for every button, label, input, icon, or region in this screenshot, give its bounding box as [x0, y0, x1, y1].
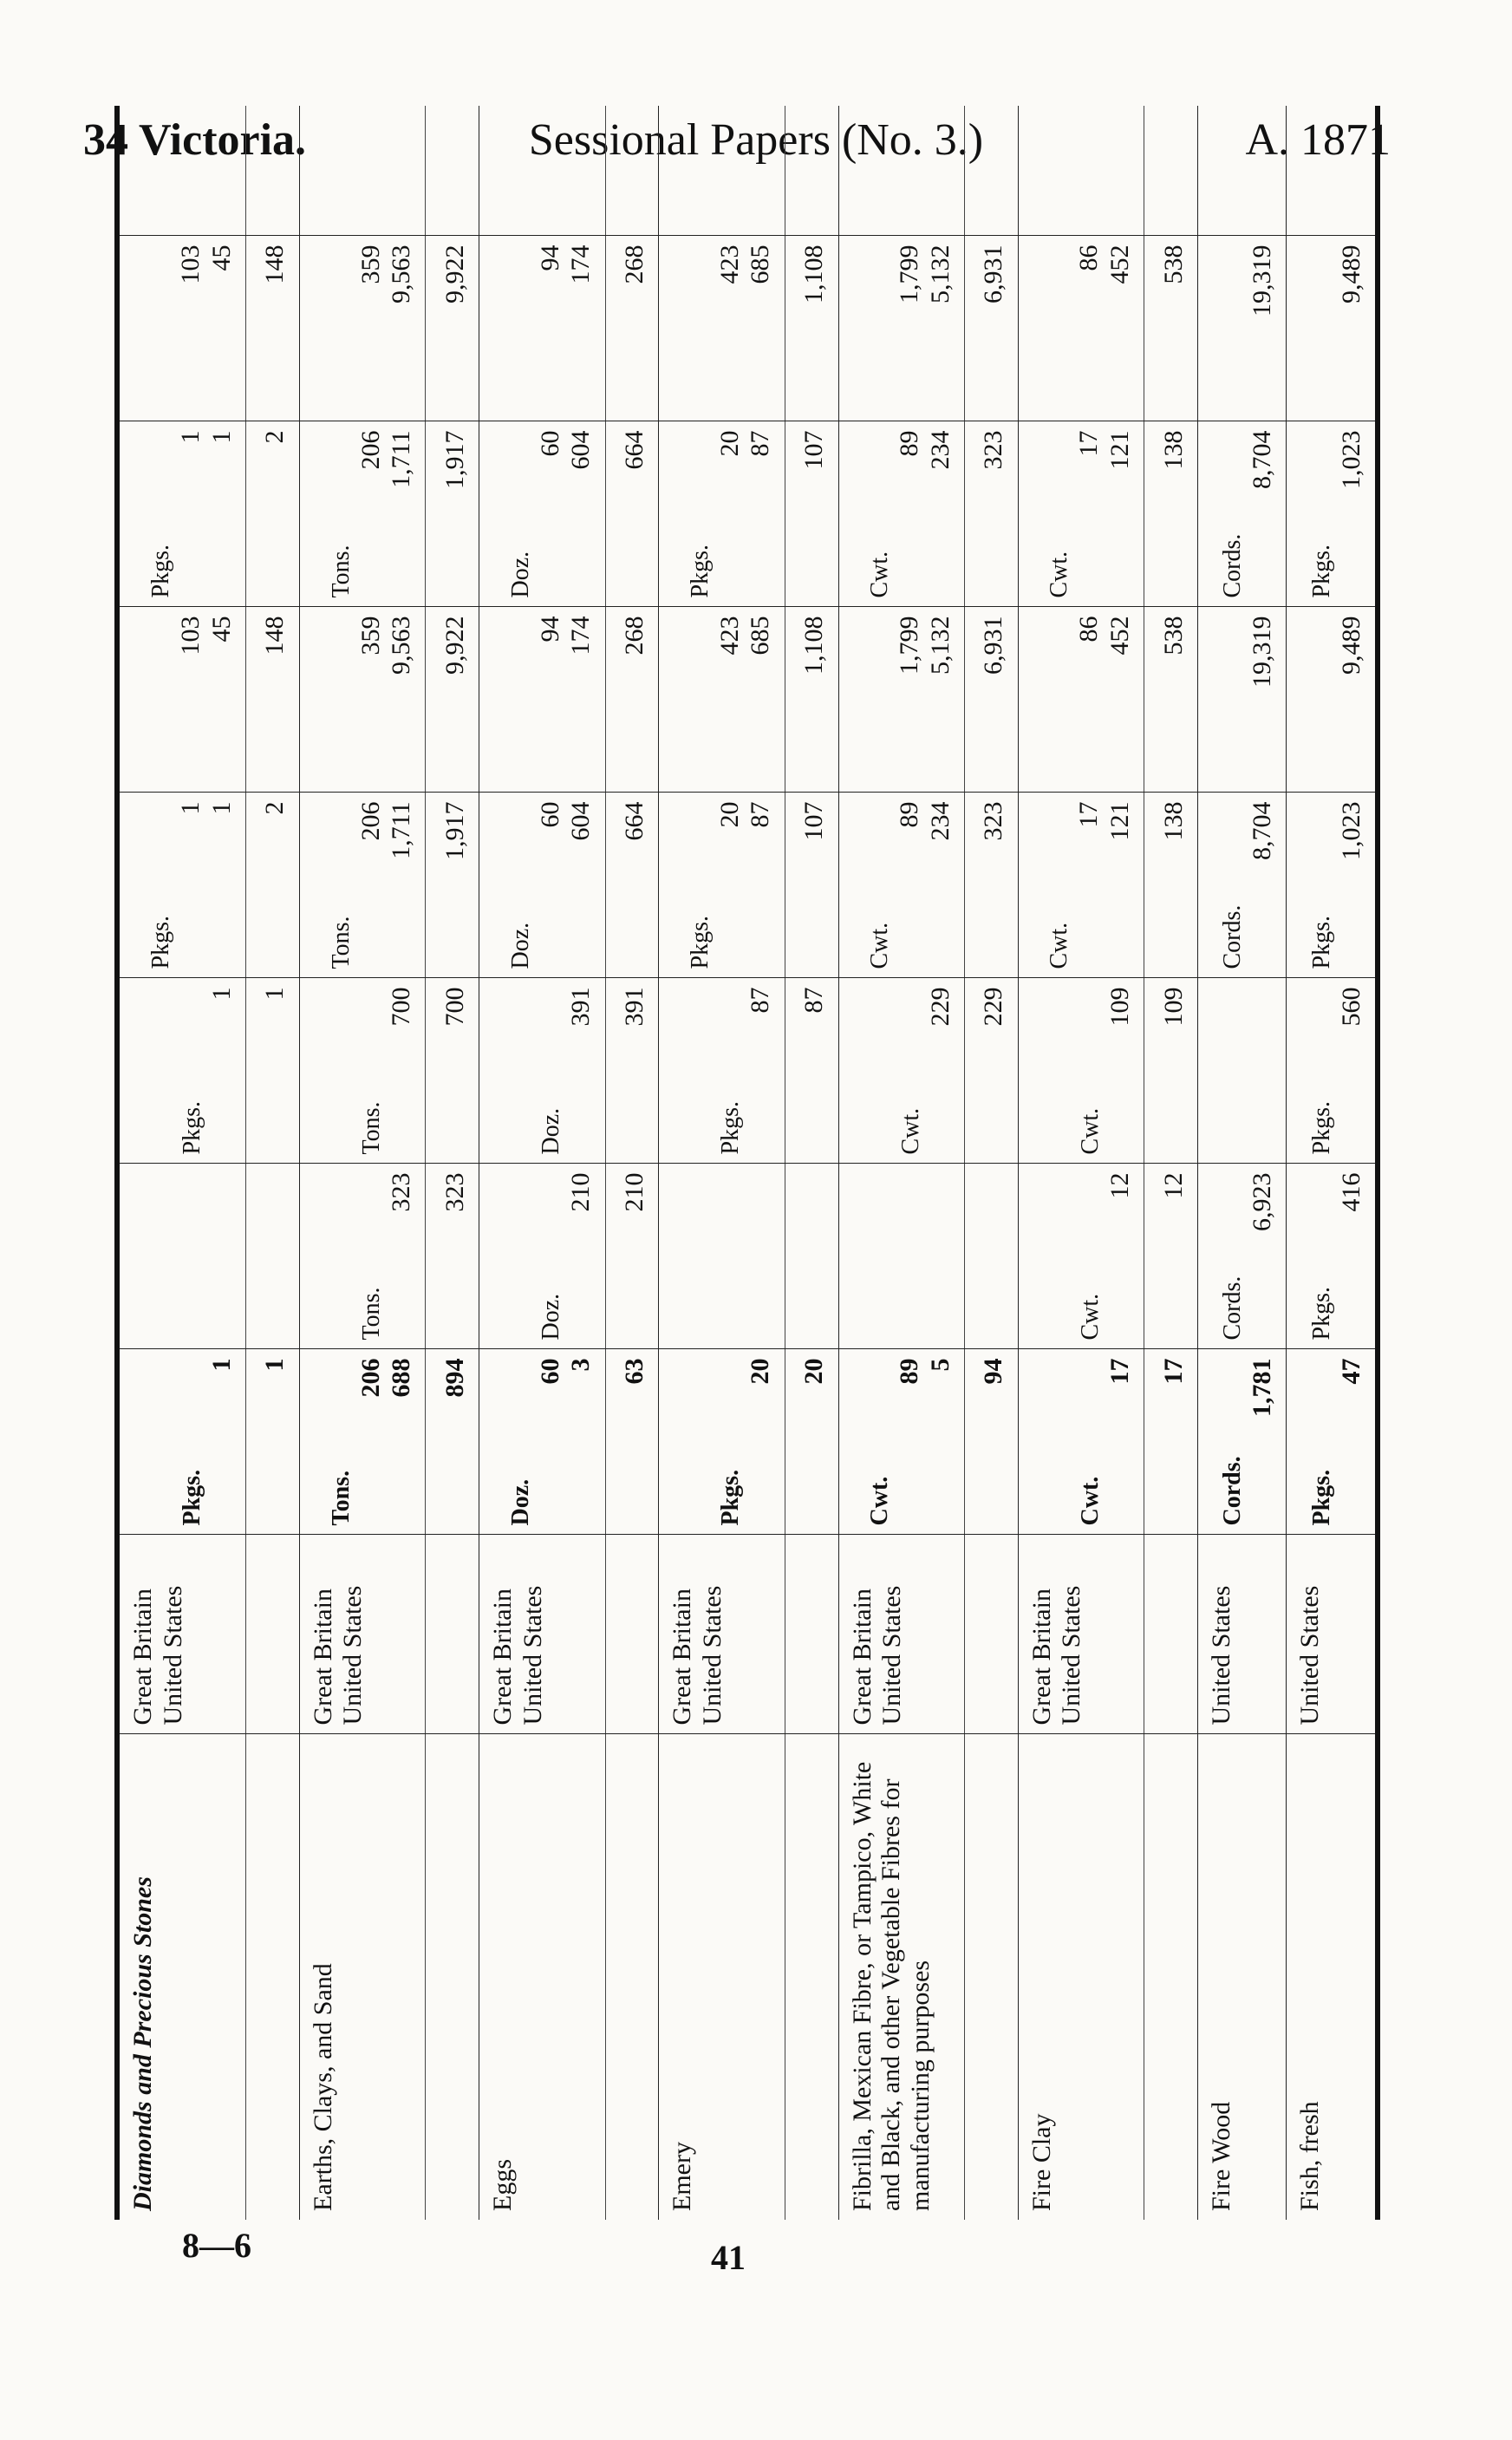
unit-label: Pkgs. — [178, 1469, 205, 1526]
total-c8 — [785, 106, 838, 236]
value: 9,563 — [386, 245, 415, 303]
value-cell-c6 — [838, 421, 965, 607]
total-c8 — [605, 106, 659, 236]
value-cell-c4 — [117, 793, 246, 978]
value-cell-c3 — [479, 978, 606, 1164]
value: 89 — [895, 801, 924, 828]
article-name: Eggs — [488, 2159, 518, 2211]
total-c6: 107 — [785, 421, 838, 607]
country-name: Great Britain — [308, 1589, 337, 1726]
unit-label: Pkgs. — [717, 1101, 745, 1155]
value: 19,319 — [1247, 245, 1276, 316]
unit-label: Pkgs. — [1307, 1469, 1335, 1526]
total-row — [1144, 106, 1198, 2220]
value-cell-c4 — [479, 793, 606, 978]
total-c7: 148 — [246, 236, 300, 421]
value-cell-c2 — [838, 1164, 965, 1349]
page-number: 41 — [711, 2238, 746, 2277]
country-name: United States — [1295, 1585, 1325, 1726]
value: 174 — [566, 245, 596, 284]
country-name: Great Britain — [128, 1589, 157, 1726]
total-c6: 1,917 — [426, 421, 479, 607]
article-name: Fire Clay — [1026, 2113, 1056, 2211]
value: 17 — [1105, 1358, 1134, 1385]
value: 103 — [176, 245, 205, 284]
total-c1: 63 — [605, 1349, 659, 1535]
countries-cell — [117, 1535, 246, 1734]
value-cell-c8 — [838, 106, 965, 236]
article-name: Fibrilla, Mexican Fibre, or Tampico, White and Black, and other Vegetable Fibres for manufacturing purposes — [847, 1761, 935, 2211]
article-row — [117, 106, 246, 2220]
value: 174 — [566, 616, 596, 656]
blank-cell — [965, 1535, 1019, 1734]
total-c4: 138 — [1144, 793, 1198, 978]
total-c3: 1 — [246, 978, 300, 1164]
value: 47 — [1336, 1358, 1365, 1385]
value: 121 — [1105, 801, 1134, 841]
unit-label: Tons. — [357, 1287, 385, 1341]
article-name: Diamonds and Precious Stones — [128, 1876, 157, 2211]
value: 452 — [1105, 245, 1134, 284]
value-cell-c3 — [1287, 978, 1378, 1164]
value: 560 — [1336, 987, 1365, 1027]
total-c4: 664 — [605, 793, 659, 978]
value-cell-c3 — [659, 978, 785, 1164]
unit-label: Pkgs. — [178, 1101, 205, 1155]
value: 359 — [355, 616, 385, 656]
unit-label: Tons. — [357, 1101, 385, 1155]
value: 17 — [1074, 430, 1104, 457]
value-cell-c5 — [299, 607, 426, 793]
article-row — [1287, 106, 1378, 2220]
total-c5: 148 — [246, 607, 300, 793]
value-cell-c5 — [838, 607, 965, 793]
value: 1 — [206, 430, 236, 444]
value: 20 — [746, 1358, 775, 1385]
value-cell-c1 — [299, 1349, 426, 1535]
total-c7: 6,931 — [965, 236, 1019, 421]
value: 1,023 — [1336, 801, 1365, 860]
value: 87 — [746, 801, 775, 828]
blank-cell — [965, 1734, 1019, 2220]
unit-label: Pkgs. — [147, 545, 175, 598]
unit-label: Doz. — [538, 1293, 565, 1341]
total-c3: 87 — [785, 978, 838, 1164]
value-cell-c5 — [1197, 607, 1286, 793]
value: 8,704 — [1247, 430, 1276, 489]
value-cell-c7 — [1287, 236, 1378, 421]
unit-label: Pkgs. — [1307, 545, 1335, 598]
value: 60 — [535, 1358, 564, 1385]
total-c3: 109 — [1144, 978, 1198, 1164]
article-row — [838, 106, 965, 2220]
unit-label: Tons. — [327, 545, 355, 598]
total-c3: 700 — [426, 978, 479, 1164]
total-c7: 1,108 — [785, 236, 838, 421]
unit-label: Pkgs. — [147, 916, 175, 969]
unit-label: Cwt. — [866, 1476, 894, 1526]
total-c2 — [785, 1164, 838, 1349]
total-c5: 6,931 — [965, 607, 1019, 793]
total-c7: 9,922 — [426, 236, 479, 421]
value: 45 — [206, 245, 236, 271]
total-c5: 1,108 — [785, 607, 838, 793]
value-cell-c2 — [117, 1164, 246, 1349]
value: 1 — [176, 430, 205, 444]
value-cell-c7 — [299, 236, 426, 421]
value-cell-c6 — [1197, 421, 1286, 607]
unit-label: Cwt. — [1046, 922, 1073, 969]
value: 206 — [355, 1358, 385, 1398]
unit-label: Cwt. — [1076, 1476, 1104, 1526]
unit-label: Pkgs. — [717, 1469, 745, 1526]
value-cell-c7 — [479, 236, 606, 421]
countries-cell — [1197, 1535, 1286, 1734]
value: 103 — [176, 616, 205, 656]
country-name: Great Britain — [668, 1589, 697, 1726]
value: 86 — [1074, 616, 1104, 643]
value-cell-c5 — [659, 607, 785, 793]
article-name: Fish, fresh — [1295, 2101, 1325, 2211]
unit-label: Cords. — [1218, 533, 1246, 598]
country-name: United States — [338, 1585, 368, 1726]
unit-label: Cwt. — [896, 1107, 924, 1155]
total-row — [605, 106, 659, 2220]
blank-cell — [785, 1734, 838, 2220]
value: 604 — [566, 430, 596, 470]
value-cell-c8 — [1287, 106, 1378, 236]
value-cell-c1 — [838, 1349, 965, 1535]
value: 685 — [746, 245, 775, 284]
total-c8 — [426, 106, 479, 236]
value-cell-c7 — [117, 236, 246, 421]
total-c2: 210 — [605, 1164, 659, 1349]
trade-table — [114, 106, 1380, 2220]
value-cell-c7 — [838, 236, 965, 421]
unit-label: Pkgs. — [686, 916, 714, 969]
value: 323 — [386, 1172, 415, 1212]
value-cell-c4 — [1018, 793, 1144, 978]
blank-cell — [1144, 1734, 1198, 2220]
blank-cell — [605, 1734, 659, 2220]
value-cell-c6 — [1287, 421, 1378, 607]
total-c4: 2 — [246, 793, 300, 978]
value: 206 — [355, 801, 385, 841]
value-cell-c3 — [1197, 978, 1286, 1164]
header-year: A. 1871 — [1245, 115, 1391, 165]
value-cell-c6 — [117, 421, 246, 607]
value: 5,132 — [925, 245, 955, 303]
unit-label: Cwt. — [1076, 1107, 1104, 1155]
total-c1: 17 — [1144, 1349, 1198, 1535]
blank-cell — [246, 1535, 300, 1734]
total-row — [785, 106, 838, 2220]
value: 20 — [715, 430, 744, 457]
value: 5,132 — [925, 616, 955, 675]
value: 1 — [206, 1358, 236, 1372]
article-name: Emery — [668, 2142, 697, 2211]
total-c4: 107 — [785, 793, 838, 978]
value: 688 — [386, 1358, 415, 1398]
value: 45 — [206, 616, 236, 643]
total-c1: 20 — [785, 1349, 838, 1535]
value-cell-c2 — [299, 1164, 426, 1349]
value: 86 — [1074, 245, 1104, 271]
blank-cell — [785, 1535, 838, 1734]
total-c2: 12 — [1144, 1164, 1198, 1349]
value: 94 — [535, 616, 564, 643]
countries-cell — [1287, 1535, 1378, 1734]
total-c1: 894 — [426, 1349, 479, 1535]
value-cell-c8 — [299, 106, 426, 236]
total-row — [246, 106, 300, 2220]
country-name: United States — [877, 1585, 906, 1726]
value: 1,023 — [1336, 430, 1365, 489]
article-row — [479, 106, 606, 2220]
article-row — [659, 106, 785, 2220]
value-cell-c8 — [117, 106, 246, 236]
value: 121 — [1105, 430, 1134, 470]
value-cell-c1 — [1287, 1349, 1378, 1535]
value-cell-c8 — [1197, 106, 1286, 236]
value-cell-c2 — [1197, 1164, 1286, 1349]
value-cell-c3 — [299, 978, 426, 1164]
value: 87 — [746, 430, 775, 457]
value: 3 — [566, 1358, 596, 1372]
total-c4: 1,917 — [426, 793, 479, 978]
value-cell-c7 — [1197, 236, 1286, 421]
value: 1,781 — [1247, 1358, 1276, 1417]
value-cell-c4 — [659, 793, 785, 978]
total-c6: 138 — [1144, 421, 1198, 607]
article-name: Earths, Clays, and Sand — [308, 1963, 337, 2211]
value-cell-c3 — [1018, 978, 1144, 1164]
value: 604 — [566, 801, 596, 841]
blank-cell — [1144, 1535, 1198, 1734]
value: 416 — [1336, 1172, 1365, 1212]
total-c5: 538 — [1144, 607, 1198, 793]
countries-cell — [299, 1535, 426, 1734]
value-cell-c5 — [1018, 607, 1144, 793]
value: 94 — [535, 245, 564, 271]
value: 1 — [206, 801, 236, 815]
country-name: United States — [158, 1585, 187, 1726]
value-cell-c1 — [1197, 1349, 1286, 1535]
total-c2 — [965, 1164, 1019, 1349]
value-cell-c4 — [1197, 793, 1286, 978]
country-name: Great Britain — [488, 1589, 518, 1726]
value: 89 — [895, 430, 924, 457]
total-c2: 323 — [426, 1164, 479, 1349]
header-session: 34 Victoria. — [83, 115, 307, 165]
unit-label: Doz. — [506, 1478, 534, 1526]
article-name: Fire Wood — [1206, 2101, 1235, 2211]
blank-cell — [605, 1535, 659, 1734]
unit-label: Cwt. — [1046, 551, 1073, 598]
value: 234 — [925, 801, 955, 841]
unit-label: Tons. — [327, 1470, 355, 1526]
signature-mark: 8—6 — [182, 2226, 251, 2265]
value-cell-c8 — [479, 106, 606, 236]
total-c3: 391 — [605, 978, 659, 1164]
blank-cell — [426, 1734, 479, 2220]
total-c3: 229 — [965, 978, 1019, 1164]
value: 1,711 — [386, 801, 415, 859]
value: 60 — [535, 801, 564, 828]
country-name: Great Britain — [847, 1589, 877, 1726]
value-cell-c6 — [659, 421, 785, 607]
value-cell-c5 — [479, 607, 606, 793]
total-c7: 268 — [605, 236, 659, 421]
value: 229 — [925, 987, 955, 1027]
total-row — [965, 106, 1019, 2220]
unit-label: Cords. — [1218, 904, 1246, 969]
total-c5: 9,922 — [426, 607, 479, 793]
unit-label: Cwt. — [866, 551, 894, 598]
value: 452 — [1105, 616, 1134, 656]
value-cell-c1 — [479, 1349, 606, 1535]
value: 1 — [176, 801, 205, 815]
country-name: United States — [1057, 1585, 1086, 1726]
country-name: United States — [697, 1585, 727, 1726]
value-cell-c8 — [659, 106, 785, 236]
blank-cell — [426, 1535, 479, 1734]
value: 206 — [355, 430, 385, 470]
trade-table-rotated — [114, 234, 1380, 2220]
value-cell-c4 — [299, 793, 426, 978]
unit-label: Pkgs. — [1307, 1101, 1335, 1155]
value-cell-c2 — [1018, 1164, 1144, 1349]
total-c8 — [246, 106, 300, 236]
article-row — [1018, 106, 1144, 2220]
total-c6: 323 — [965, 421, 1019, 607]
value-cell-c3 — [117, 978, 246, 1164]
value: 1,799 — [895, 616, 924, 675]
value: 423 — [715, 245, 744, 284]
total-c6: 664 — [605, 421, 659, 607]
countries-cell — [659, 1535, 785, 1734]
value-cell-c5 — [117, 607, 246, 793]
total-c8 — [1144, 106, 1198, 236]
value-cell-c6 — [299, 421, 426, 607]
value: 1,711 — [386, 430, 415, 488]
total-c5: 268 — [605, 607, 659, 793]
value: 685 — [746, 616, 775, 656]
value: 423 — [715, 616, 744, 656]
countries-cell — [838, 1535, 965, 1734]
value-cell-c8 — [1018, 106, 1144, 236]
value: 8,704 — [1247, 801, 1276, 860]
header-title: Sessional Papers (No. 3.) — [528, 115, 984, 165]
value: 391 — [566, 987, 596, 1027]
value-cell-c2 — [479, 1164, 606, 1349]
total-c8 — [965, 106, 1019, 236]
countries-cell — [479, 1535, 606, 1734]
value: 12 — [1105, 1172, 1134, 1199]
value-cell-c2 — [659, 1164, 785, 1349]
value-cell-c2 — [1287, 1164, 1378, 1349]
value: 6,923 — [1247, 1172, 1276, 1231]
total-c1: 1 — [246, 1349, 300, 1535]
value: 20 — [715, 801, 744, 828]
value: 700 — [386, 987, 415, 1027]
unit-label: Pkgs. — [1307, 916, 1335, 969]
total-c4: 323 — [965, 793, 1019, 978]
unit-label: Doz. — [506, 922, 534, 969]
value: 17 — [1074, 801, 1104, 828]
value: 9,489 — [1336, 616, 1365, 675]
value: 210 — [566, 1172, 596, 1212]
value-cell-c4 — [838, 793, 965, 978]
total-c6: 2 — [246, 421, 300, 607]
total-c1: 94 — [965, 1349, 1019, 1535]
value-cell-c4 — [1287, 793, 1378, 978]
unit-label: Tons. — [327, 916, 355, 969]
total-c2 — [246, 1164, 300, 1349]
value-cell-c7 — [659, 236, 785, 421]
unit-label: Pkgs. — [1307, 1287, 1335, 1341]
total-row — [426, 106, 479, 2220]
country-name: Great Britain — [1026, 1589, 1056, 1726]
unit-label: Doz. — [506, 551, 534, 598]
country-name: United States — [518, 1585, 547, 1726]
unit-label: Cwt. — [866, 922, 894, 969]
country-name: United States — [1206, 1585, 1235, 1726]
unit-label: Pkgs. — [686, 545, 714, 598]
countries-cell — [1018, 1535, 1144, 1734]
value-cell-c3 — [838, 978, 965, 1164]
unit-label: Doz. — [538, 1107, 565, 1155]
value-cell-c6 — [479, 421, 606, 607]
value: 89 — [895, 1358, 924, 1385]
value: 234 — [925, 430, 955, 470]
value-cell-c1 — [117, 1349, 246, 1535]
unit-label: Cords. — [1218, 1275, 1246, 1341]
blank-cell — [246, 1734, 300, 2220]
value: 109 — [1105, 987, 1134, 1027]
total-c7: 538 — [1144, 236, 1198, 421]
unit-label: Cords. — [1218, 1456, 1246, 1526]
value: 9,563 — [386, 616, 415, 675]
value: 9,489 — [1336, 245, 1365, 303]
unit-label: Cwt. — [1076, 1293, 1104, 1341]
value: 87 — [746, 987, 775, 1014]
value-cell-c1 — [659, 1349, 785, 1535]
value-cell-c5 — [1287, 607, 1378, 793]
article-row — [299, 106, 426, 2220]
value: 19,319 — [1247, 616, 1276, 688]
value: 60 — [535, 430, 564, 457]
value: 5 — [925, 1358, 955, 1372]
value-cell-c6 — [1018, 421, 1144, 607]
value-cell-c1 — [1018, 1349, 1144, 1535]
value-cell-c7 — [1018, 236, 1144, 421]
value: 359 — [355, 245, 385, 284]
article-row — [1197, 106, 1286, 2220]
value: 1,799 — [895, 245, 924, 303]
value: 1 — [206, 987, 236, 1001]
